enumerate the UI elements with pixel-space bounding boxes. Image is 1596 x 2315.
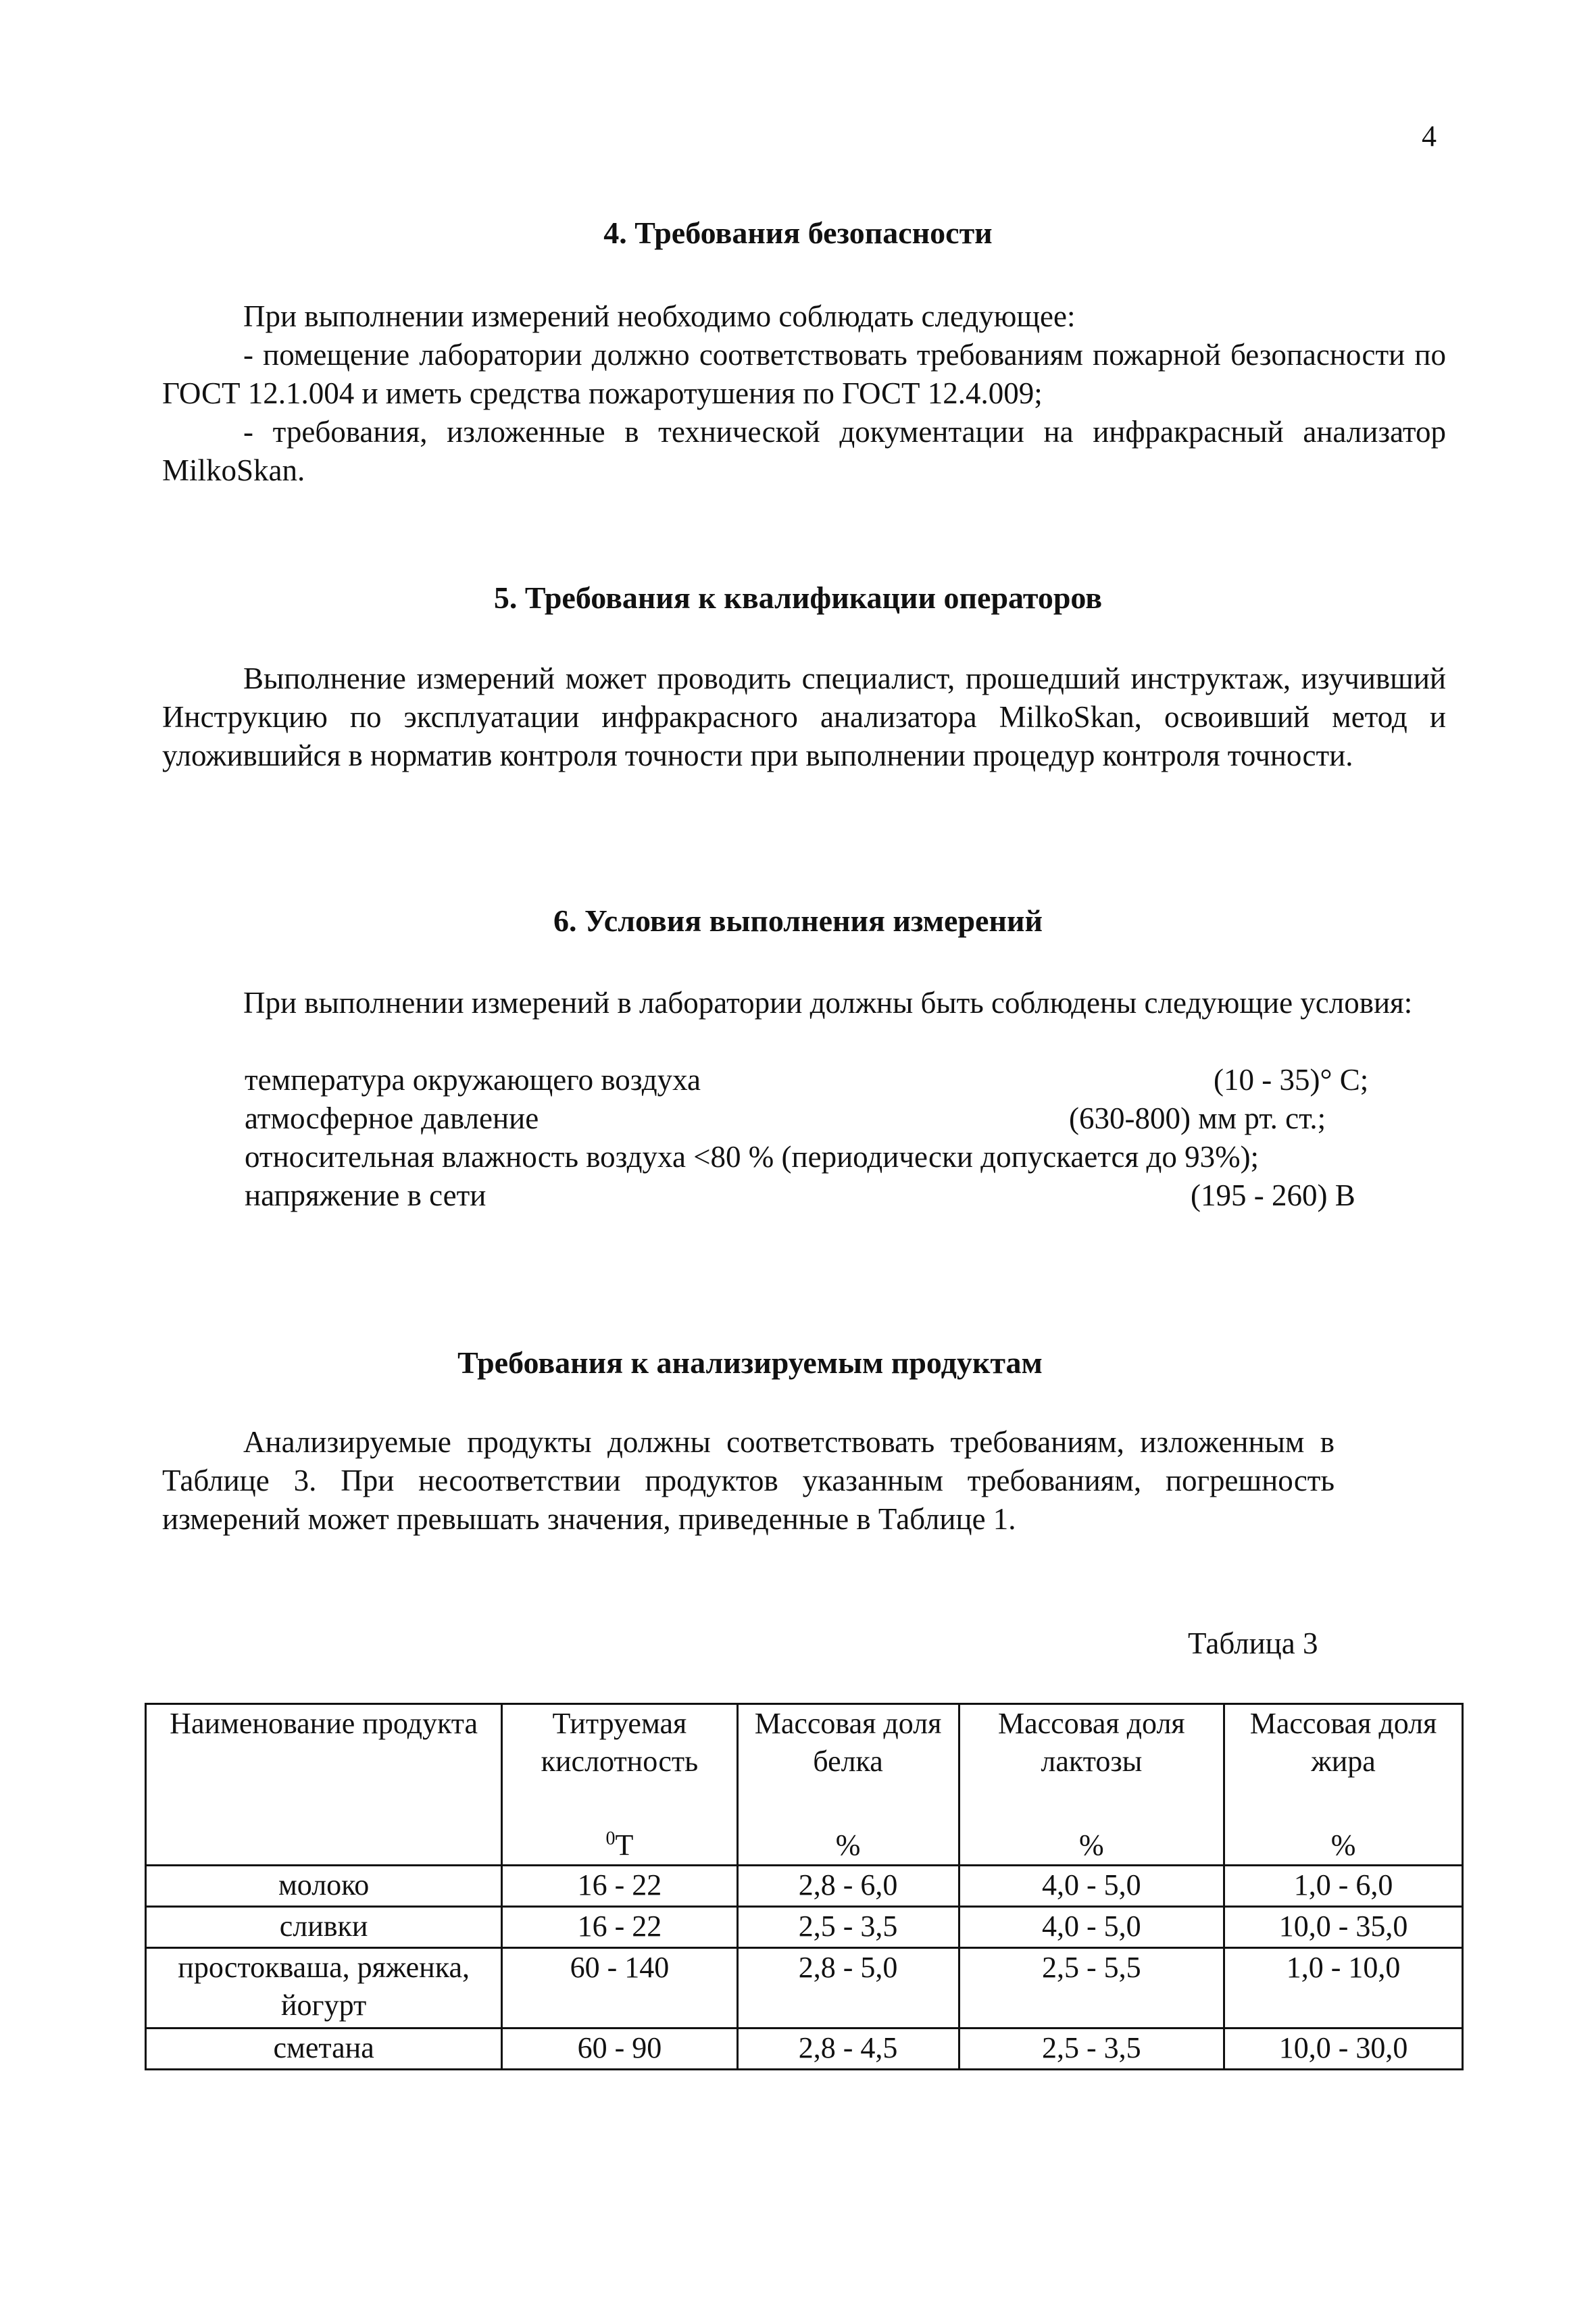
condition-temperature-label: температура окружающего воздуха <box>245 1063 701 1097</box>
table-units-row <box>146 1820 1463 1866</box>
section-4-item-2 <box>162 413 1446 490</box>
cell-protein: 2,8 - 5,0 <box>737 1948 959 2028</box>
condition-pressure-value: (630-800) мм рт. ст.; <box>1069 1101 1326 1135</box>
cell-acidity: 16 - 22 <box>502 1907 737 1948</box>
header-acidity: Титруемая кислотность <box>502 1704 737 1820</box>
cell-fat: 10,0 - 30,0 <box>1224 2028 1463 2070</box>
cell-product: простокваша, ряженка, йогурт <box>146 1948 502 2028</box>
condition-temperature-value: (10 - 35)° С; <box>1214 1063 1369 1097</box>
requirements-table <box>145 1703 1464 2070</box>
table-row <box>146 1907 1463 1948</box>
header-product: Наименование продукта <box>146 1704 502 1820</box>
cell-product: сметана <box>146 2028 502 2070</box>
unit-acidity-degree: 0 <box>605 1828 616 1849</box>
section-6-title: 6. Условия выполнения измерений <box>553 903 1043 938</box>
section-4-item-2-text: - требования, изложенные в технической документации на инфракрасный анализатор MilkoSkan. <box>162 415 1446 487</box>
condition-voltage-value: (195 - 260) В <box>1191 1178 1355 1212</box>
cell-fat: 1,0 - 6,0 <box>1224 1866 1463 1907</box>
section-products-body: Анализируемые продукты должны соответствовать требованиям, изложенным в Таблице 3. При несоответствии продуктов указанным требованиям, погрешность измерений может превышать значения, приведенные в Таблице 1. <box>162 1425 1335 1536</box>
cell-fat: 1,0 - 10,0 <box>1224 1948 1463 2028</box>
page-number: 4 <box>1422 120 1437 153</box>
cell-lactose: 2,5 - 5,5 <box>959 1948 1224 2028</box>
section-4-title: 4. Требования безопасности <box>603 216 993 250</box>
section-4-item-1 <box>162 336 1446 413</box>
unit-fat: % <box>1224 1820 1463 1866</box>
section-products-text <box>162 1423 1335 1539</box>
cell-lactose: 4,0 - 5,0 <box>959 1866 1224 1907</box>
table-caption: Таблица 3 <box>1188 1626 1318 1660</box>
cell-fat: 10,0 - 35,0 <box>1224 1907 1463 1948</box>
section-6-intro-text: При выполнении измерений в лаборатории должны быть соблюдены следующие условия: <box>243 986 1413 1020</box>
section-5-body: Выполнение измерений может проводить специалист, прошедший инструктаж, изучивший Инструкцию по эксплуатации инфракрасного анализатора MilkoSkan, освоивший метод и уложившийся в норматив контроля точности при выполнении процедур контроля точности. <box>162 662 1446 772</box>
section-products-title: Требования к анализируемым продуктам <box>457 1345 1043 1380</box>
cell-acidity: 16 - 22 <box>502 1866 737 1907</box>
section-4-item-1-text: - помещение лаборатории должно соответствовать требованиям пожарной безопасности по ГОСТ 12.1.004 и иметь средства пожаротушения по ГОСТ 12.4.009; <box>162 338 1446 410</box>
cell-protein: 2,8 - 6,0 <box>737 1866 959 1907</box>
table-header-row <box>146 1704 1463 1820</box>
unit-acidity <box>502 1820 737 1866</box>
cell-acidity: 60 - 140 <box>502 1948 737 2028</box>
unit-protein: % <box>737 1820 959 1866</box>
unit-acidity-text: Т <box>615 1828 634 1862</box>
condition-pressure-label: атмосферное давление <box>245 1101 539 1135</box>
cell-lactose: 4,0 - 5,0 <box>959 1907 1224 1948</box>
section-4-intro-text: При выполнении измерений необходимо соблюдать следующее: <box>243 299 1076 333</box>
cell-product: молоко <box>146 1866 502 1907</box>
section-5-text <box>162 659 1446 775</box>
cell-product: сливки <box>146 1907 502 1948</box>
table-row <box>146 1866 1463 1907</box>
cell-protein: 2,5 - 3,5 <box>737 1907 959 1948</box>
header-lactose: Массовая доля лактозы <box>959 1704 1224 1820</box>
unit-lactose: % <box>959 1820 1224 1866</box>
header-protein: Массовая доля белка <box>737 1704 959 1820</box>
condition-humidity: относительная влажность воздуха <80 % (периодически допускается до 93%); <box>245 1140 1260 1174</box>
table-row <box>146 2028 1463 2070</box>
table-row <box>146 1948 1463 2028</box>
cell-protein: 2,8 - 4,5 <box>737 2028 959 2070</box>
cell-lactose: 2,5 - 3,5 <box>959 2028 1224 2070</box>
cell-acidity: 60 - 90 <box>502 2028 737 2070</box>
unit-product <box>146 1820 502 1866</box>
header-fat: Массовая доля жира <box>1224 1704 1463 1820</box>
section-5-title: 5. Требования к квалификации операторов <box>493 580 1103 615</box>
section-4-intro <box>162 297 1446 336</box>
condition-voltage-label: напряжение в сети <box>245 1178 487 1212</box>
section-6-intro <box>162 984 1446 1022</box>
